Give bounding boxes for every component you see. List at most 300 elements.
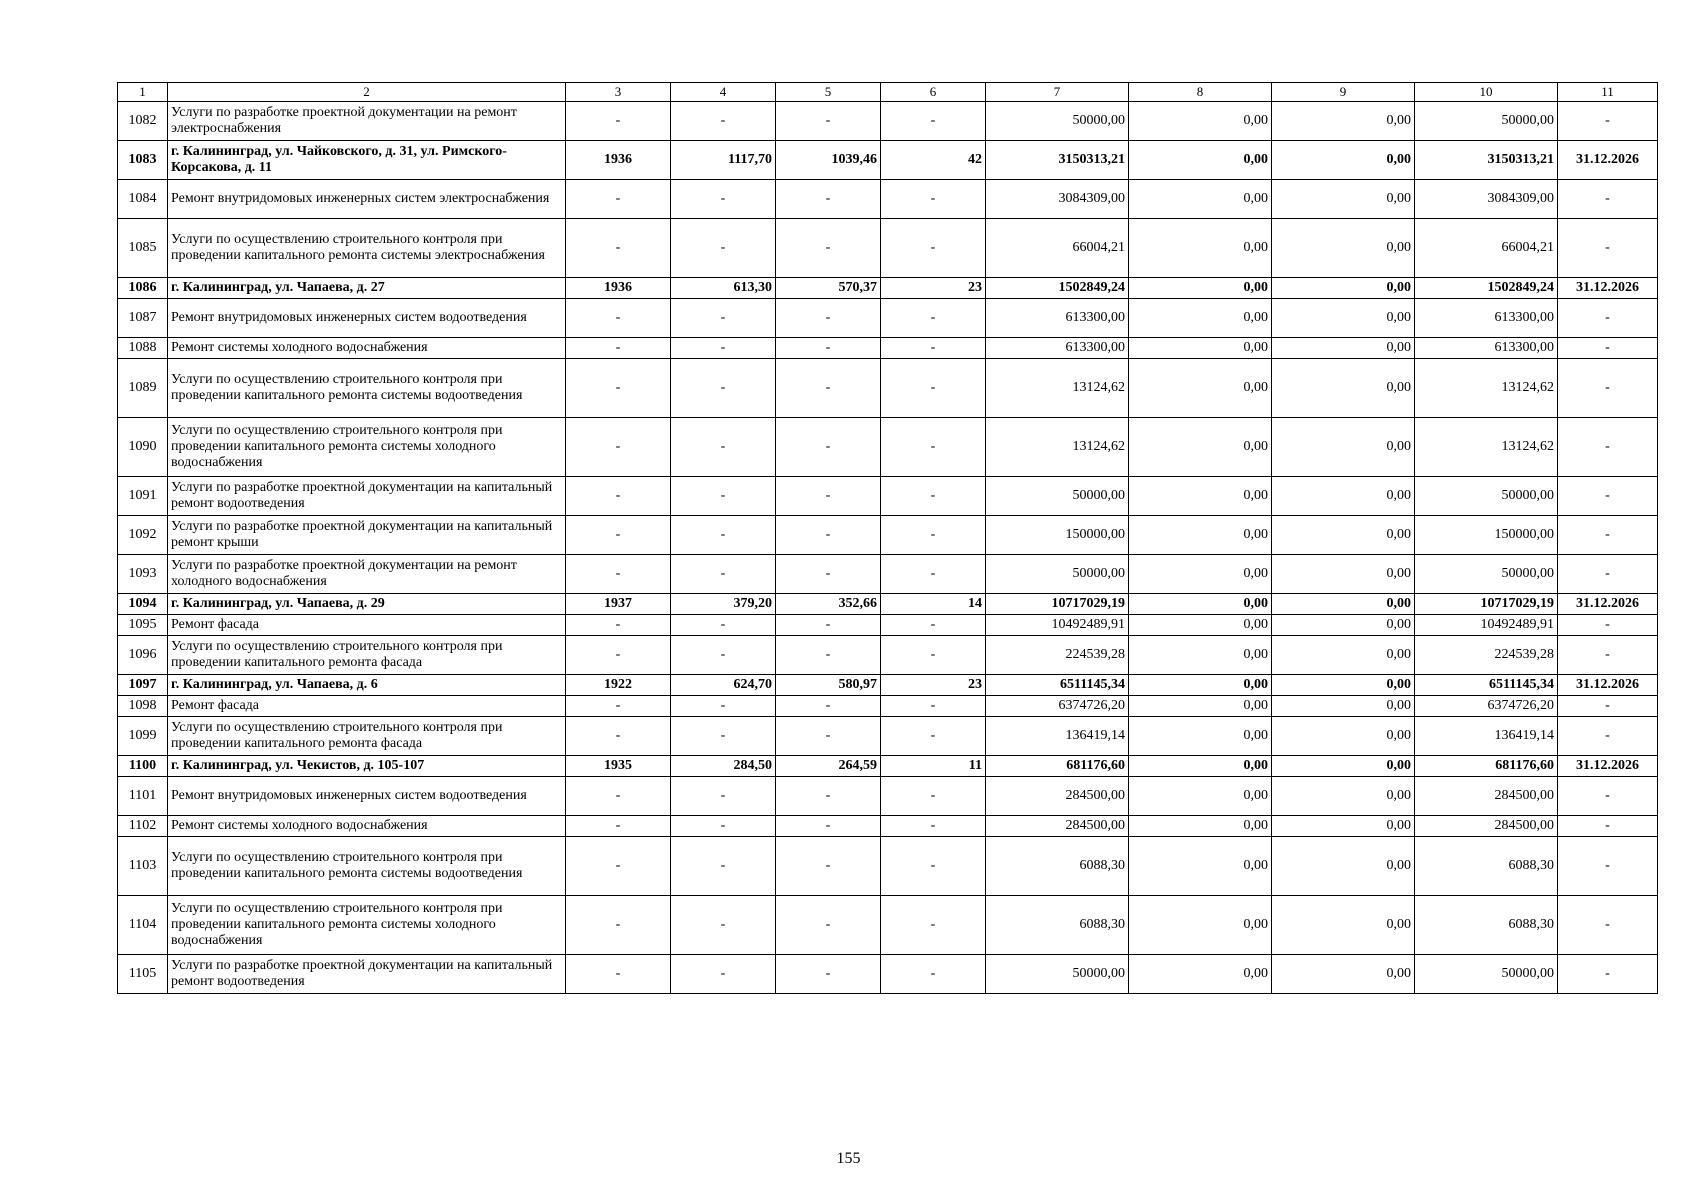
col-4-cell: -	[671, 816, 776, 837]
col-9-cell: 0,00	[1272, 477, 1415, 516]
col-11-cell: -	[1558, 896, 1658, 955]
col-11-cell: -	[1558, 477, 1658, 516]
col-10-cell: 284500,00	[1415, 777, 1558, 816]
col-9-cell: 0,00	[1272, 636, 1415, 675]
col-9-cell: 0,00	[1272, 359, 1415, 418]
col-8-cell: 0,00	[1129, 675, 1272, 696]
header-cell-10: 10	[1415, 83, 1558, 102]
column-number-header-row	[118, 83, 1658, 102]
col-4-cell: -	[671, 717, 776, 756]
header-cell-3: 3	[566, 83, 671, 102]
description-cell: г. Калининград, ул. Чайковского, д. 31, ул. Римского-Корсакова, д. 11	[168, 141, 566, 180]
col-6-cell: 42	[881, 141, 986, 180]
col-3-cell: -	[566, 418, 671, 477]
col-9-cell: 0,00	[1272, 955, 1415, 994]
description-cell: Услуги по разработке проектной документации на ремонт электроснабжения	[168, 102, 566, 141]
col-9-cell: 0,00	[1272, 219, 1415, 278]
col-8-cell: 0,00	[1129, 816, 1272, 837]
header-cell-5: 5	[776, 83, 881, 102]
col-9-cell: 0,00	[1272, 615, 1415, 636]
table-row	[118, 359, 1658, 418]
header-cell-8: 8	[1129, 83, 1272, 102]
col-9-cell: 0,00	[1272, 717, 1415, 756]
col-10-cell: 3084309,00	[1415, 180, 1558, 219]
col-8-cell: 0,00	[1129, 141, 1272, 180]
col-8-cell: 0,00	[1129, 636, 1272, 675]
description-cell: Услуги по осуществлению строительного контроля при проведении капитального ремонта системы холодного водоснабжения	[168, 418, 566, 477]
col-11-cell: -	[1558, 555, 1658, 594]
col-9-cell: 0,00	[1272, 141, 1415, 180]
col-10-cell: 6374726,20	[1415, 696, 1558, 717]
description-cell: Ремонт фасада	[168, 696, 566, 717]
col-10-cell: 3150313,21	[1415, 141, 1558, 180]
col-6-cell: -	[881, 816, 986, 837]
col-4-cell: -	[671, 896, 776, 955]
col-3-cell: -	[566, 299, 671, 338]
row-number-cell: 1096	[118, 636, 168, 675]
col-11-cell: -	[1558, 816, 1658, 837]
col-6-cell: -	[881, 837, 986, 896]
col-6-cell: -	[881, 777, 986, 816]
row-number-cell: 1085	[118, 219, 168, 278]
col-6-cell: -	[881, 299, 986, 338]
col-8-cell: 0,00	[1129, 555, 1272, 594]
col-5-cell: -	[776, 636, 881, 675]
description-cell: г. Калининград, ул. Чапаева, д. 6	[168, 675, 566, 696]
col-10-cell: 13124,62	[1415, 418, 1558, 477]
col-4-cell: 624,70	[671, 675, 776, 696]
col-6-cell: 14	[881, 594, 986, 615]
col-8-cell: 0,00	[1129, 338, 1272, 359]
col-4-cell: 613,30	[671, 278, 776, 299]
col-8-cell: 0,00	[1129, 955, 1272, 994]
col-9-cell: 0,00	[1272, 555, 1415, 594]
col-3-cell: -	[566, 837, 671, 896]
col-4-cell: -	[671, 955, 776, 994]
description-cell: г. Калининград, ул. Чапаева, д. 29	[168, 594, 566, 615]
col-5-cell: -	[776, 696, 881, 717]
row-number-cell: 1089	[118, 359, 168, 418]
header-cell-11: 11	[1558, 83, 1658, 102]
description-cell: г. Калининград, ул. Чапаева, д. 27	[168, 278, 566, 299]
table-row	[118, 418, 1658, 477]
col-8-cell: 0,00	[1129, 180, 1272, 219]
description-cell: Услуги по осуществлению строительного контроля при проведении капитального ремонта системы холодного водоснабжения	[168, 896, 566, 955]
col-3-cell: 1936	[566, 141, 671, 180]
row-number-cell: 1083	[118, 141, 168, 180]
table-row	[118, 615, 1658, 636]
col-7-cell: 50000,00	[986, 555, 1129, 594]
col-5-cell: 1039,46	[776, 141, 881, 180]
description-cell: Услуги по осуществлению строительного контроля при проведении капитального ремонта системы водоотведения	[168, 359, 566, 418]
row-number-cell: 1091	[118, 477, 168, 516]
col-3-cell: -	[566, 955, 671, 994]
col-3-cell: -	[566, 717, 671, 756]
col-5-cell: 580,97	[776, 675, 881, 696]
col-7-cell: 50000,00	[986, 477, 1129, 516]
col-9-cell: 0,00	[1272, 180, 1415, 219]
col-8-cell: 0,00	[1129, 896, 1272, 955]
table-row	[118, 717, 1658, 756]
table-row	[118, 837, 1658, 896]
col-4-cell: -	[671, 180, 776, 219]
col-3-cell: -	[566, 219, 671, 278]
col-10-cell: 681176,60	[1415, 756, 1558, 777]
col-7-cell: 150000,00	[986, 516, 1129, 555]
col-11-cell: 31.12.2026	[1558, 141, 1658, 180]
row-number-cell: 1087	[118, 299, 168, 338]
col-4-cell: -	[671, 696, 776, 717]
col-7-cell: 224539,28	[986, 636, 1129, 675]
description-cell: Ремонт системы холодного водоснабжения	[168, 338, 566, 359]
col-7-cell: 6088,30	[986, 896, 1129, 955]
col-6-cell: 23	[881, 675, 986, 696]
col-8-cell: 0,00	[1129, 102, 1272, 141]
col-6-cell: -	[881, 219, 986, 278]
col-3-cell: -	[566, 777, 671, 816]
row-number-cell: 1092	[118, 516, 168, 555]
description-cell: Ремонт внутридомовых инженерных систем электроснабжения	[168, 180, 566, 219]
col-6-cell: 23	[881, 278, 986, 299]
col-11-cell: -	[1558, 955, 1658, 994]
col-11-cell: -	[1558, 777, 1658, 816]
col-4-cell: 284,50	[671, 756, 776, 777]
col-11-cell: -	[1558, 299, 1658, 338]
col-5-cell: -	[776, 837, 881, 896]
description-cell: Услуги по разработке проектной документации на капитальный ремонт водоотведения	[168, 477, 566, 516]
col-11-cell: 31.12.2026	[1558, 756, 1658, 777]
col-3-cell: 1922	[566, 675, 671, 696]
col-6-cell: -	[881, 717, 986, 756]
col-10-cell: 224539,28	[1415, 636, 1558, 675]
col-3-cell: 1936	[566, 278, 671, 299]
col-5-cell: -	[776, 102, 881, 141]
col-7-cell: 681176,60	[986, 756, 1129, 777]
col-11-cell: 31.12.2026	[1558, 594, 1658, 615]
col-6-cell: -	[881, 359, 986, 418]
description-cell: Услуги по осуществлению строительного контроля при проведении капитального ремонта фасада	[168, 636, 566, 675]
col-8-cell: 0,00	[1129, 477, 1272, 516]
col-11-cell: -	[1558, 359, 1658, 418]
col-5-cell: 352,66	[776, 594, 881, 615]
col-11-cell: -	[1558, 219, 1658, 278]
col-6-cell: -	[881, 636, 986, 675]
col-10-cell: 6511145,34	[1415, 675, 1558, 696]
col-4-cell: -	[671, 359, 776, 418]
row-number-cell: 1082	[118, 102, 168, 141]
col-5-cell: -	[776, 816, 881, 837]
col-8-cell: 0,00	[1129, 516, 1272, 555]
col-7-cell: 6088,30	[986, 837, 1129, 896]
row-number-cell: 1095	[118, 615, 168, 636]
col-5-cell: -	[776, 338, 881, 359]
col-7-cell: 3150313,21	[986, 141, 1129, 180]
col-10-cell: 613300,00	[1415, 338, 1558, 359]
description-cell: Услуги по разработке проектной документации на капитальный ремонт крыши	[168, 516, 566, 555]
table-row	[118, 816, 1658, 837]
col-9-cell: 0,00	[1272, 837, 1415, 896]
col-5-cell: -	[776, 180, 881, 219]
col-4-cell: -	[671, 636, 776, 675]
col-9-cell: 0,00	[1272, 299, 1415, 338]
col-8-cell: 0,00	[1129, 717, 1272, 756]
col-7-cell: 1502849,24	[986, 278, 1129, 299]
header-cell-4: 4	[671, 83, 776, 102]
col-4-cell: -	[671, 418, 776, 477]
col-6-cell: -	[881, 615, 986, 636]
col-3-cell: -	[566, 516, 671, 555]
table-row	[118, 896, 1658, 955]
col-6-cell: -	[881, 102, 986, 141]
address-row	[118, 756, 1658, 777]
col-6-cell: -	[881, 896, 986, 955]
col-11-cell: -	[1558, 516, 1658, 555]
table-row	[118, 696, 1658, 717]
col-7-cell: 136419,14	[986, 717, 1129, 756]
table-row	[118, 777, 1658, 816]
col-7-cell: 13124,62	[986, 359, 1129, 418]
col-3-cell: -	[566, 896, 671, 955]
col-4-cell: -	[671, 299, 776, 338]
col-9-cell: 0,00	[1272, 756, 1415, 777]
header-cell-2: 2	[168, 83, 566, 102]
col-10-cell: 6088,30	[1415, 837, 1558, 896]
col-6-cell: 11	[881, 756, 986, 777]
description-cell: Услуги по разработке проектной документации на капитальный ремонт водоотведения	[168, 955, 566, 994]
col-8-cell: 0,00	[1129, 278, 1272, 299]
col-9-cell: 0,00	[1272, 675, 1415, 696]
col-10-cell: 613300,00	[1415, 299, 1558, 338]
col-5-cell: -	[776, 717, 881, 756]
col-5-cell: -	[776, 896, 881, 955]
col-5-cell: -	[776, 219, 881, 278]
row-number-cell: 1099	[118, 717, 168, 756]
col-5-cell: -	[776, 955, 881, 994]
description-cell: Ремонт фасада	[168, 615, 566, 636]
col-7-cell: 6374726,20	[986, 696, 1129, 717]
col-10-cell: 10717029,19	[1415, 594, 1558, 615]
col-5-cell: -	[776, 418, 881, 477]
table-row	[118, 299, 1658, 338]
col-8-cell: 0,00	[1129, 696, 1272, 717]
table-row	[118, 555, 1658, 594]
col-8-cell: 0,00	[1129, 219, 1272, 278]
col-11-cell: -	[1558, 636, 1658, 675]
table-row	[118, 477, 1658, 516]
col-5-cell: 570,37	[776, 278, 881, 299]
description-cell: Услуги по осуществлению строительного контроля при проведении капитального ремонта фасада	[168, 717, 566, 756]
col-3-cell: -	[566, 338, 671, 359]
col-9-cell: 0,00	[1272, 418, 1415, 477]
row-number-cell: 1104	[118, 896, 168, 955]
col-11-cell: 31.12.2026	[1558, 278, 1658, 299]
col-10-cell: 66004,21	[1415, 219, 1558, 278]
header-cell-7: 7	[986, 83, 1129, 102]
col-9-cell: 0,00	[1272, 696, 1415, 717]
col-3-cell: -	[566, 615, 671, 636]
header-cell-1: 1	[118, 83, 168, 102]
address-row	[118, 141, 1658, 180]
col-9-cell: 0,00	[1272, 278, 1415, 299]
col-4-cell: 379,20	[671, 594, 776, 615]
col-9-cell: 0,00	[1272, 896, 1415, 955]
col-4-cell: -	[671, 102, 776, 141]
col-7-cell: 3084309,00	[986, 180, 1129, 219]
col-8-cell: 0,00	[1129, 299, 1272, 338]
col-3-cell: 1937	[566, 594, 671, 615]
col-10-cell: 1502849,24	[1415, 278, 1558, 299]
table-row	[118, 338, 1658, 359]
col-6-cell: -	[881, 180, 986, 219]
table-row	[118, 180, 1658, 219]
col-8-cell: 0,00	[1129, 777, 1272, 816]
repair-program-table	[117, 82, 1658, 994]
description-cell: Ремонт системы холодного водоснабжения	[168, 816, 566, 837]
row-number-cell: 1098	[118, 696, 168, 717]
col-8-cell: 0,00	[1129, 594, 1272, 615]
col-7-cell: 13124,62	[986, 418, 1129, 477]
table-row	[118, 636, 1658, 675]
col-7-cell: 66004,21	[986, 219, 1129, 278]
row-number-cell: 1086	[118, 278, 168, 299]
col-5-cell: -	[776, 777, 881, 816]
col-3-cell: 1935	[566, 756, 671, 777]
col-3-cell: -	[566, 102, 671, 141]
col-6-cell: -	[881, 338, 986, 359]
description-cell: г. Калининград, ул. Чекистов, д. 105-107	[168, 756, 566, 777]
row-number-cell: 1094	[118, 594, 168, 615]
col-11-cell: -	[1558, 717, 1658, 756]
col-8-cell: 0,00	[1129, 837, 1272, 896]
col-4-cell: -	[671, 338, 776, 359]
table-row	[118, 955, 1658, 994]
col-11-cell: -	[1558, 837, 1658, 896]
address-row	[118, 675, 1658, 696]
col-10-cell: 50000,00	[1415, 477, 1558, 516]
col-10-cell: 10492489,91	[1415, 615, 1558, 636]
col-8-cell: 0,00	[1129, 359, 1272, 418]
col-8-cell: 0,00	[1129, 756, 1272, 777]
col-10-cell: 13124,62	[1415, 359, 1558, 418]
col-5-cell: -	[776, 477, 881, 516]
row-number-cell: 1101	[118, 777, 168, 816]
col-8-cell: 0,00	[1129, 615, 1272, 636]
col-11-cell: -	[1558, 180, 1658, 219]
col-9-cell: 0,00	[1272, 516, 1415, 555]
col-3-cell: -	[566, 636, 671, 675]
description-cell: Ремонт внутридомовых инженерных систем водоотведения	[168, 299, 566, 338]
col-5-cell: 264,59	[776, 756, 881, 777]
col-7-cell: 284500,00	[986, 777, 1129, 816]
col-5-cell: -	[776, 516, 881, 555]
col-9-cell: 0,00	[1272, 777, 1415, 816]
col-5-cell: -	[776, 615, 881, 636]
table-row	[118, 219, 1658, 278]
col-4-cell: -	[671, 615, 776, 636]
row-number-cell: 1103	[118, 837, 168, 896]
col-11-cell: 31.12.2026	[1558, 675, 1658, 696]
col-11-cell: -	[1558, 338, 1658, 359]
col-11-cell: -	[1558, 102, 1658, 141]
col-4-cell: -	[671, 555, 776, 594]
col-9-cell: 0,00	[1272, 594, 1415, 615]
col-7-cell: 6511145,34	[986, 675, 1129, 696]
col-5-cell: -	[776, 359, 881, 418]
col-10-cell: 50000,00	[1415, 102, 1558, 141]
row-number-cell: 1105	[118, 955, 168, 994]
col-5-cell: -	[776, 555, 881, 594]
col-4-cell: -	[671, 219, 776, 278]
col-6-cell: -	[881, 555, 986, 594]
col-10-cell: 6088,30	[1415, 896, 1558, 955]
row-number-cell: 1102	[118, 816, 168, 837]
col-6-cell: -	[881, 955, 986, 994]
row-number-cell: 1093	[118, 555, 168, 594]
col-3-cell: -	[566, 477, 671, 516]
row-number-cell: 1084	[118, 180, 168, 219]
col-3-cell: -	[566, 555, 671, 594]
col-3-cell: -	[566, 696, 671, 717]
col-6-cell: -	[881, 477, 986, 516]
col-4-cell: -	[671, 777, 776, 816]
col-6-cell: -	[881, 516, 986, 555]
col-8-cell: 0,00	[1129, 418, 1272, 477]
col-7-cell: 50000,00	[986, 102, 1129, 141]
header-cell-6: 6	[881, 83, 986, 102]
col-10-cell: 50000,00	[1415, 555, 1558, 594]
address-row	[118, 278, 1658, 299]
table-row	[118, 102, 1658, 141]
row-number-cell: 1097	[118, 675, 168, 696]
col-5-cell: -	[776, 299, 881, 338]
row-number-cell: 1088	[118, 338, 168, 359]
description-cell: Ремонт внутридомовых инженерных систем водоотведения	[168, 777, 566, 816]
address-row	[118, 594, 1658, 615]
col-9-cell: 0,00	[1272, 338, 1415, 359]
col-4-cell: -	[671, 837, 776, 896]
col-10-cell: 284500,00	[1415, 816, 1558, 837]
col-11-cell: -	[1558, 418, 1658, 477]
col-6-cell: -	[881, 418, 986, 477]
col-9-cell: 0,00	[1272, 816, 1415, 837]
col-3-cell: -	[566, 359, 671, 418]
col-7-cell: 613300,00	[986, 299, 1129, 338]
col-11-cell: -	[1558, 615, 1658, 636]
col-11-cell: -	[1558, 696, 1658, 717]
col-4-cell: -	[671, 477, 776, 516]
col-3-cell: -	[566, 180, 671, 219]
col-7-cell: 10492489,91	[986, 615, 1129, 636]
description-cell: Услуги по осуществлению строительного контроля при проведении капитального ремонта системы водоотведения	[168, 837, 566, 896]
table-row	[118, 516, 1658, 555]
col-7-cell: 10717029,19	[986, 594, 1129, 615]
description-cell: Услуги по осуществлению строительного контроля при проведении капитального ремонта системы электроснабжения	[168, 219, 566, 278]
col-3-cell: -	[566, 816, 671, 837]
col-7-cell: 284500,00	[986, 816, 1129, 837]
row-number-cell: 1100	[118, 756, 168, 777]
col-6-cell: -	[881, 696, 986, 717]
header-cell-9: 9	[1272, 83, 1415, 102]
col-9-cell: 0,00	[1272, 102, 1415, 141]
col-7-cell: 50000,00	[986, 955, 1129, 994]
col-4-cell: 1117,70	[671, 141, 776, 180]
description-cell: Услуги по разработке проектной документации на ремонт холодного водоснабжения	[168, 555, 566, 594]
row-number-cell: 1090	[118, 418, 168, 477]
page-number: 155	[836, 1150, 861, 1167]
col-10-cell: 136419,14	[1415, 717, 1558, 756]
col-7-cell: 613300,00	[986, 338, 1129, 359]
table-body	[118, 83, 1658, 994]
